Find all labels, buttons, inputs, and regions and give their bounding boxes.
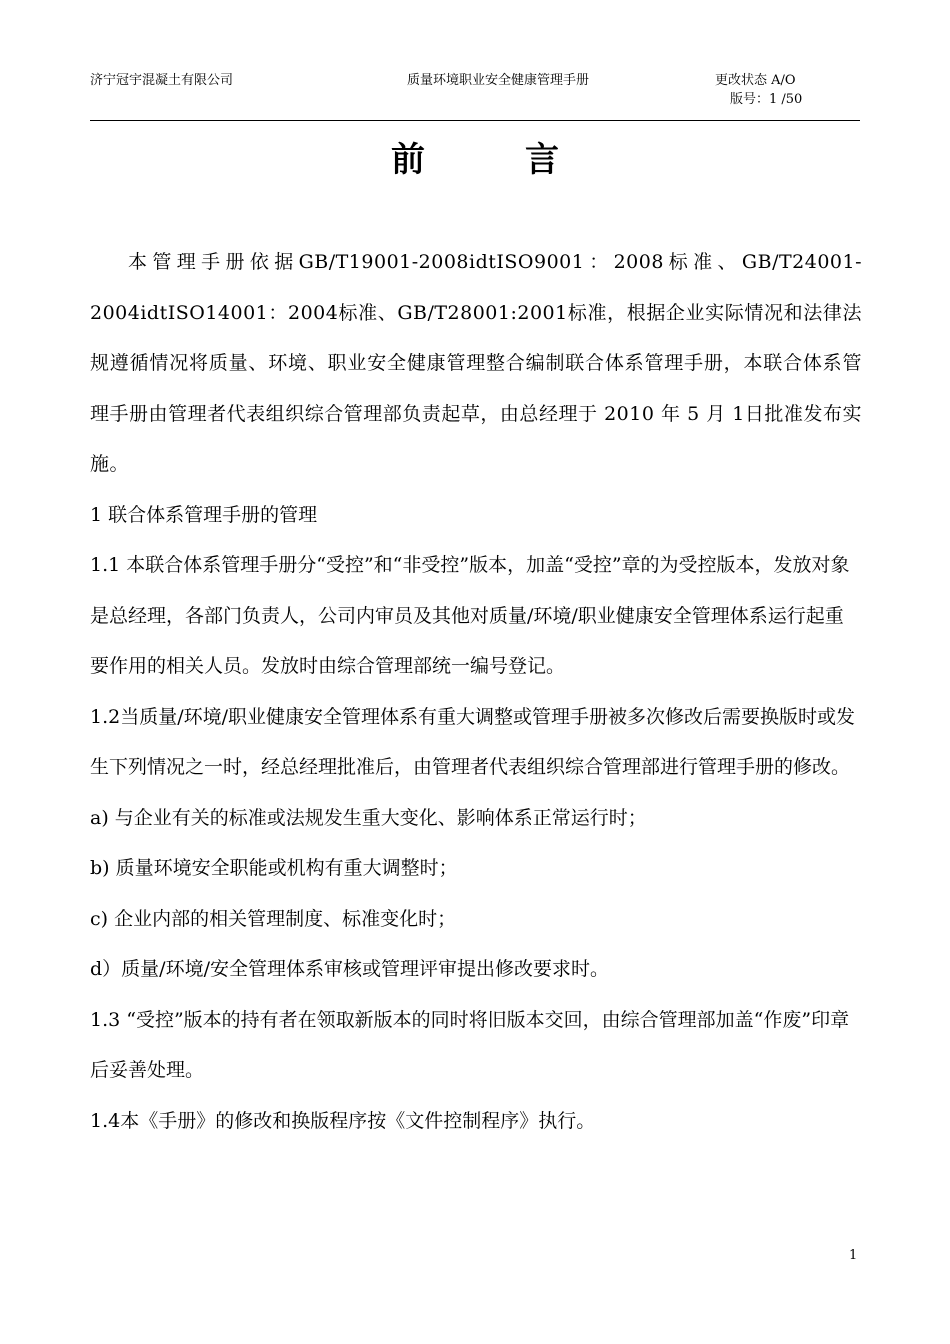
header-company: 济宁冠宇混凝土有限公司: [90, 73, 234, 88]
header-rule: [90, 120, 860, 121]
list-item-d: d）质量/环境/安全管理体系审核或管理评审提出修改要求时。: [90, 958, 609, 980]
document-body: [90, 237, 862, 1146]
intro-paragraph: 本管理手册依据GB/T19001-2008idtISO9001：2008标准、GB/T24001-2004idtISO14001：2004标准、GB/T28001:2001标准，根据企业实际情况和法律法规遵循情况将质量、环境、职业安全健康管理整合编制联合体系管理手册，本联合体系管理手册由管理者代表组织综合管理部负责起草，由总经理于 2010 年 5 月 1日批准发布实施。: [90, 251, 862, 475]
list-item-b: b) 质量环境安全职能或机构有重大调整时；: [90, 857, 458, 879]
clause-1-4: 1.4本《手册》的修改和换版程序按《文件控制程序》执行。: [90, 1109, 596, 1132]
header-revision-status: 更改状态 A/O: [715, 73, 796, 88]
clause-1-2: 1.2当质量/环境/职业健康安全管理体系有重大调整或管理手册被多次修改后需要换版时或发生下列情况之一时，经总经理批准后，由管理者代表组织综合管理部进行管理手册的修改。: [90, 705, 856, 778]
clause-1-3: 1.3 “受控”版本的持有者在领取新版本的同时将旧版本交回，由综合管理部加盖“作废”印章后妥善处理。: [90, 1008, 850, 1081]
clause-1-1: 1.1 本联合体系管理手册分“受控”和“非受控”版本，加盖“受控”章的为受控版本，发放对象是总经理，各部门负责人，公司内审员及其他对质量/环境/职业健康安全管理体系运行起重要作用的相关人员。发放时由综合管理部统一编号登记。: [90, 554, 850, 677]
page-number: 1: [849, 1248, 858, 1263]
page-title: 前言: [391, 140, 659, 180]
header-version: 版号：1 /50: [730, 92, 803, 107]
header-manual-title: 质量环境职业安全健康管理手册: [407, 73, 590, 88]
section-heading: 1 联合体系管理手册的管理: [90, 503, 318, 526]
list-item-c: c) 企业内部的相关管理制度、标准变化时；: [90, 907, 457, 930]
list-item-a: a) 与企业有关的标准或法规发生重大变化、影响体系正常运行时；: [90, 806, 647, 829]
